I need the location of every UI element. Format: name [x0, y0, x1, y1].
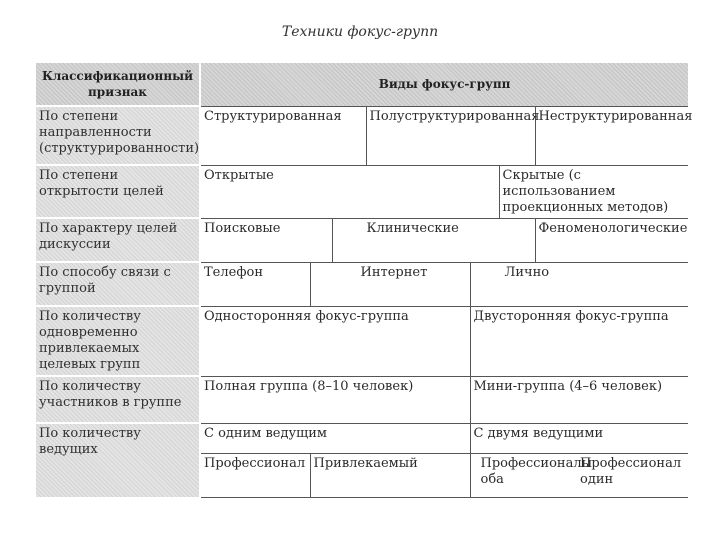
row-label: По способу связи с группой [36, 262, 200, 306]
header-types: Виды фокус-групп [200, 63, 688, 106]
focus-group-techniques-table [36, 63, 693, 498]
table-cell: Профессионалы оба [470, 453, 535, 497]
table-cell: Мини-группа (4–6 человек) [470, 376, 688, 423]
table-cell: Двусторонняя фокус-группа [470, 306, 688, 376]
table-cell: Полуструктурированная [366, 106, 535, 165]
table-row [36, 376, 688, 423]
table-cell: Структурированная [200, 106, 366, 165]
table-row [36, 165, 688, 218]
table-cell: Феноменологические [535, 218, 688, 262]
table-cell: Неструктурированная [535, 106, 688, 165]
table-cell: Телефон [200, 262, 310, 306]
header-row [36, 63, 688, 106]
row-label: По степени открытости целей [36, 165, 200, 218]
table-cell: Привлекаемый [310, 453, 470, 497]
table-cell: Профессионал [200, 453, 310, 497]
row-label: По количеству ведущих [36, 423, 200, 497]
row-label: По степени направленности (структурированности) [36, 106, 200, 165]
table-cell: Односторонняя фокус-группа [200, 306, 470, 376]
table-cell: Открытые [200, 165, 499, 218]
table-cell: Полная группа (8–10 человек) [200, 376, 470, 423]
table-cell: Интернет [310, 262, 470, 306]
table-cell: Поисковые [200, 218, 332, 262]
table-row [36, 423, 688, 453]
table-cell: С двумя ведущими [470, 423, 688, 453]
table-cell: Профессионал один [535, 453, 688, 497]
table-row [36, 306, 688, 376]
table-row [36, 218, 688, 262]
table-row [36, 106, 688, 165]
table-cell: Лично [470, 262, 688, 306]
header-classification: Классификационный признак [36, 63, 200, 106]
row-label: По характеру целей дискуссии [36, 218, 200, 262]
row-label: По количеству одновременно привлекаемых целевых групп [36, 306, 200, 376]
table-row [36, 262, 688, 306]
table-cell: Скрытые (с использованием проекционных методов) [499, 165, 688, 218]
table-cell: Клинические [332, 218, 535, 262]
table-cell: С одним ведущим [200, 423, 470, 453]
page-title: Техники фокус-групп [281, 24, 439, 40]
row-label: По количеству участников в группе [36, 376, 200, 423]
